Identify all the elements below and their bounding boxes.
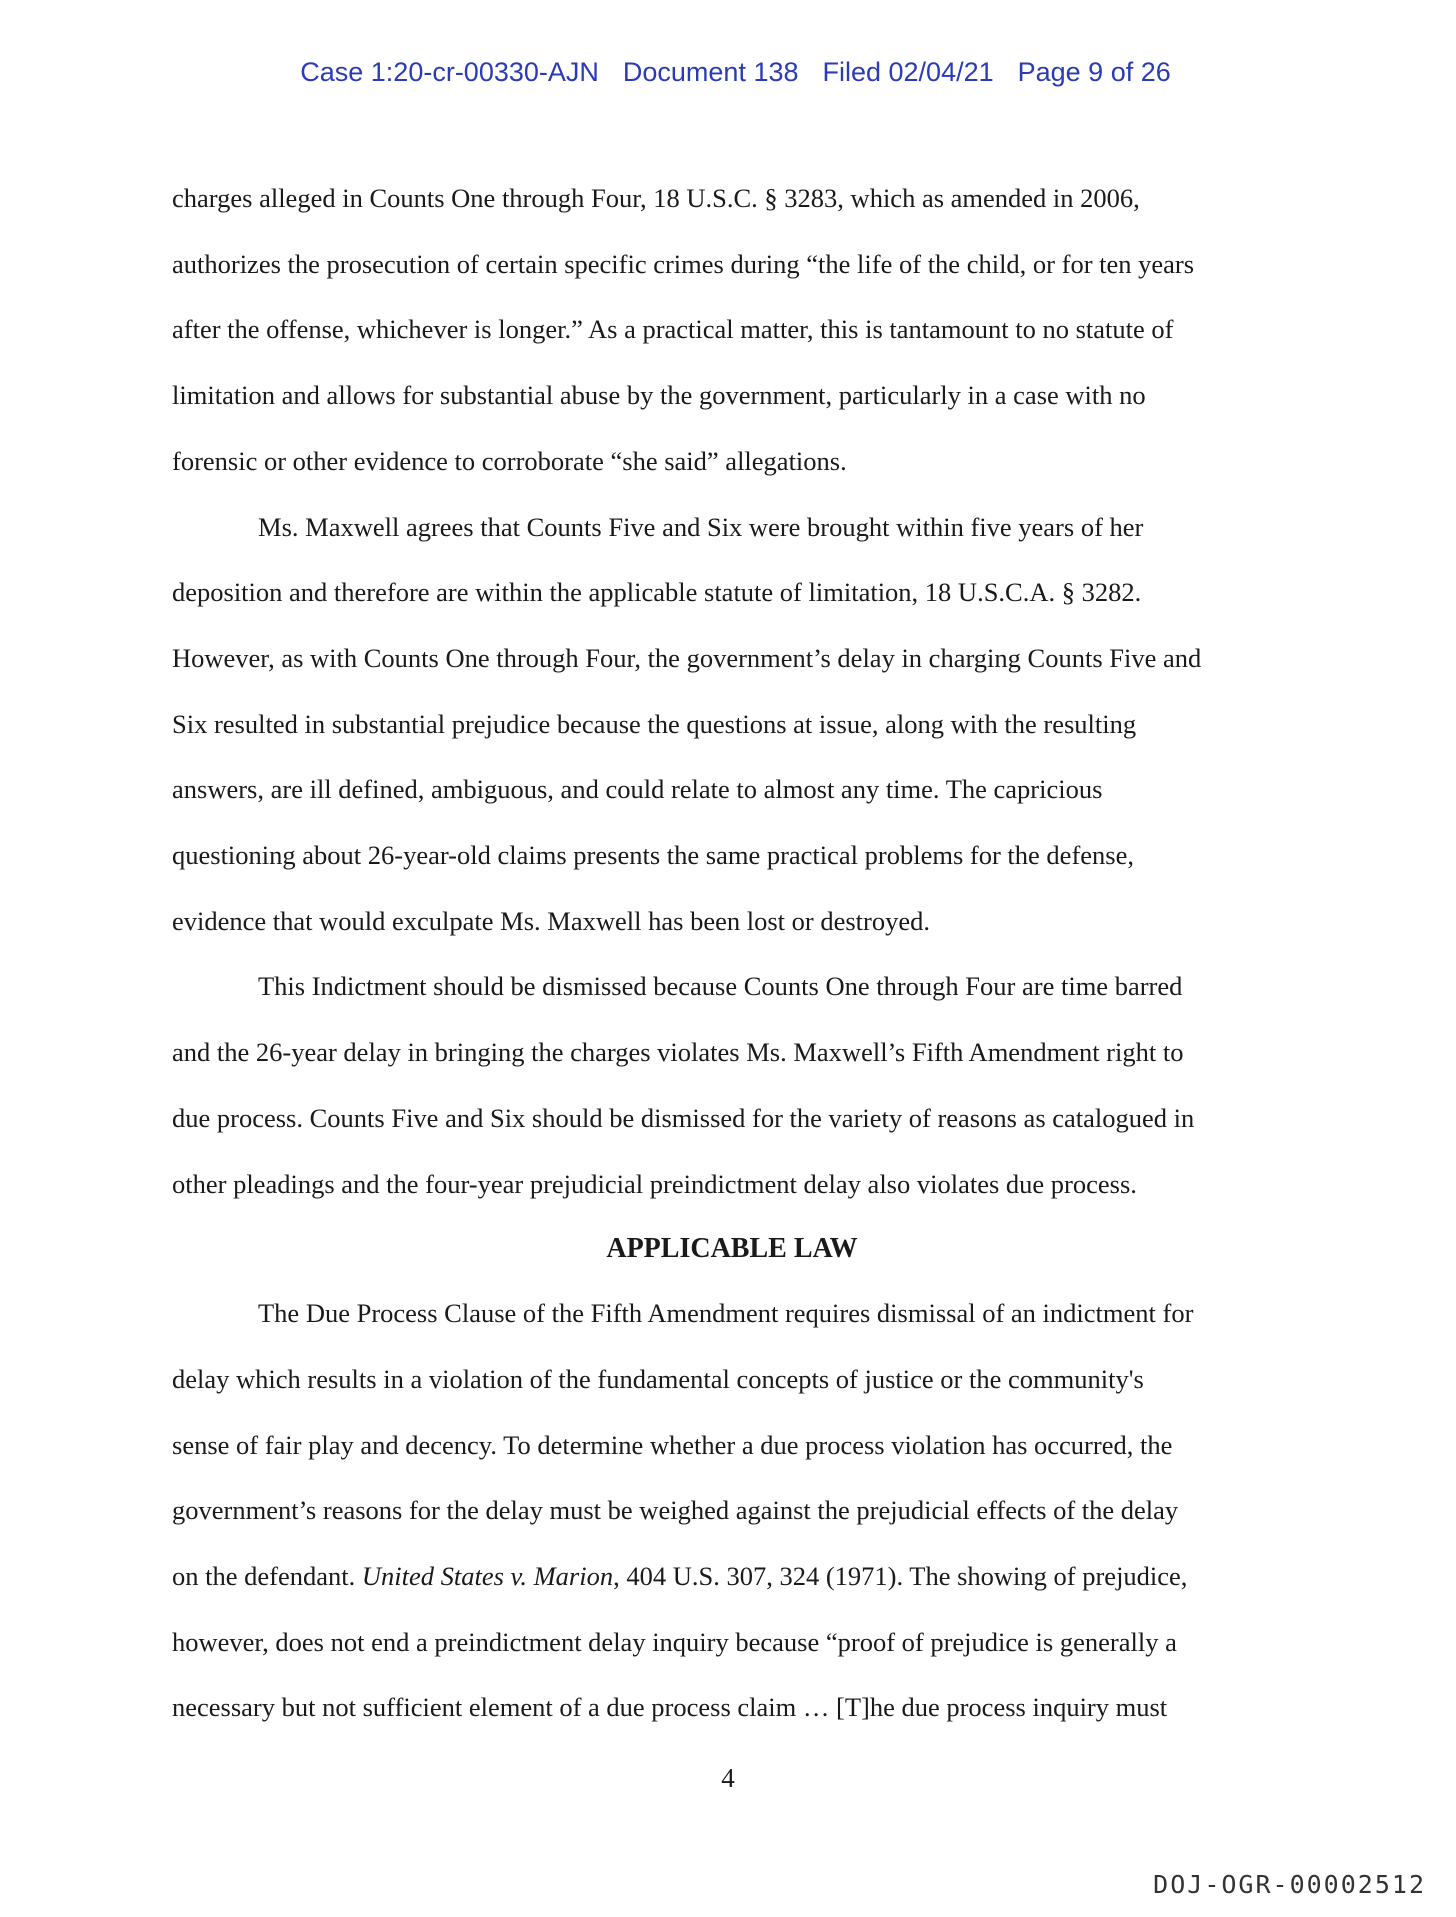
text-line: after the offense, whichever is longer.” As a practical matter, this is tantamount to no statute of bbox=[172, 314, 1174, 345]
text-line: delay which results in a violation of the fundamental concepts of justice or the community's bbox=[172, 1363, 1144, 1394]
text-line: and the 26-year delay in bringing the charges violates Ms. Maxwell’s Fifth Amendment right to bbox=[172, 1037, 1184, 1068]
text-line: questioning about 26-year-old claims presents the same practical problems for the defense, bbox=[172, 840, 1134, 871]
paragraph-1 bbox=[172, 166, 1292, 495]
text-segment: on the defendant. bbox=[172, 1561, 362, 1592]
paragraph-3 bbox=[172, 954, 1292, 1217]
text-line: however, does not end a preindictment delay inquiry because “proof of prejudice is generally a bbox=[172, 1626, 1177, 1657]
text-line: authorizes the prosecution of certain specific crimes during “the life of the child, or for ten years bbox=[172, 248, 1195, 279]
text-line: limitation and allows for substantial abuse by the government, particularly in a case with no bbox=[172, 380, 1146, 411]
paragraph-4 bbox=[172, 1281, 1292, 1741]
text-line: due process. Counts Five and Six should be dismissed for the variety of reasons as catalogued in bbox=[172, 1102, 1195, 1133]
text-line: deposition and therefore are within the applicable statute of limitation, 18 U.S.C.A. § 3282. bbox=[172, 577, 1142, 608]
text-line-citation bbox=[172, 1544, 1292, 1610]
text-line: The Due Process Clause of the Fifth Amendment requires dismissal of an indictment for bbox=[258, 1298, 1194, 1329]
filed-date: Filed 02/04/21 bbox=[822, 57, 994, 87]
text-line: Six resulted in substantial prejudice because the questions at issue, along with the resulting bbox=[172, 708, 1137, 739]
case-number: Case 1:20-cr-00330-AJN bbox=[300, 57, 599, 87]
case-citation: United States v. Marion bbox=[361, 1561, 614, 1592]
text-line: necessary but not sufficient element of a due process claim … [T]he due process inquiry must bbox=[172, 1692, 1168, 1723]
text-line: sense of fair play and decency. To determine whether a due process violation has occurred, the bbox=[172, 1429, 1173, 1460]
text-line: other pleadings and the four-year prejudicial preindictment delay also violates due process. bbox=[172, 1168, 1137, 1199]
page-count: Page 9 of 26 bbox=[1017, 57, 1171, 87]
text-line: Ms. Maxwell agrees that Counts Five and Six were brought within five years of her bbox=[258, 511, 1144, 542]
text-line: This Indictment should be dismissed because Counts One through Four are time barred bbox=[258, 971, 1183, 1002]
text-segment: , 404 U.S. 307, 324 (1971). The showing of prejudice, bbox=[613, 1561, 1188, 1592]
text-line: However, as with Counts One through Four, the government’s delay in charging Counts Five and bbox=[172, 642, 1202, 673]
section-heading: APPLICABLE LAW bbox=[606, 1233, 858, 1265]
paragraph-2 bbox=[172, 495, 1292, 955]
text-line: charges alleged in Counts One through Four, 18 U.S.C. § 3283, which as amended in 2006, bbox=[172, 183, 1140, 213]
page-number: 4 bbox=[721, 1763, 735, 1793]
text-line: government’s reasons for the delay must be weighed against the prejudicial effects of the delay bbox=[172, 1495, 1179, 1526]
text-line: evidence that would exculpate Ms. Maxwell has been lost or destroyed. bbox=[172, 905, 930, 936]
document-body bbox=[172, 166, 1292, 1741]
text-line: answers, are ill defined, ambiguous, and could relate to almost any time. The capricious bbox=[172, 774, 1103, 805]
text-line: forensic or other evidence to corroborate “she said” allegations. bbox=[172, 445, 847, 476]
document-number: Document 138 bbox=[622, 57, 799, 87]
ecf-filing-header bbox=[0, 26, 1456, 88]
bates-number: DOJ-OGR-00002512 bbox=[1153, 1870, 1426, 1899]
